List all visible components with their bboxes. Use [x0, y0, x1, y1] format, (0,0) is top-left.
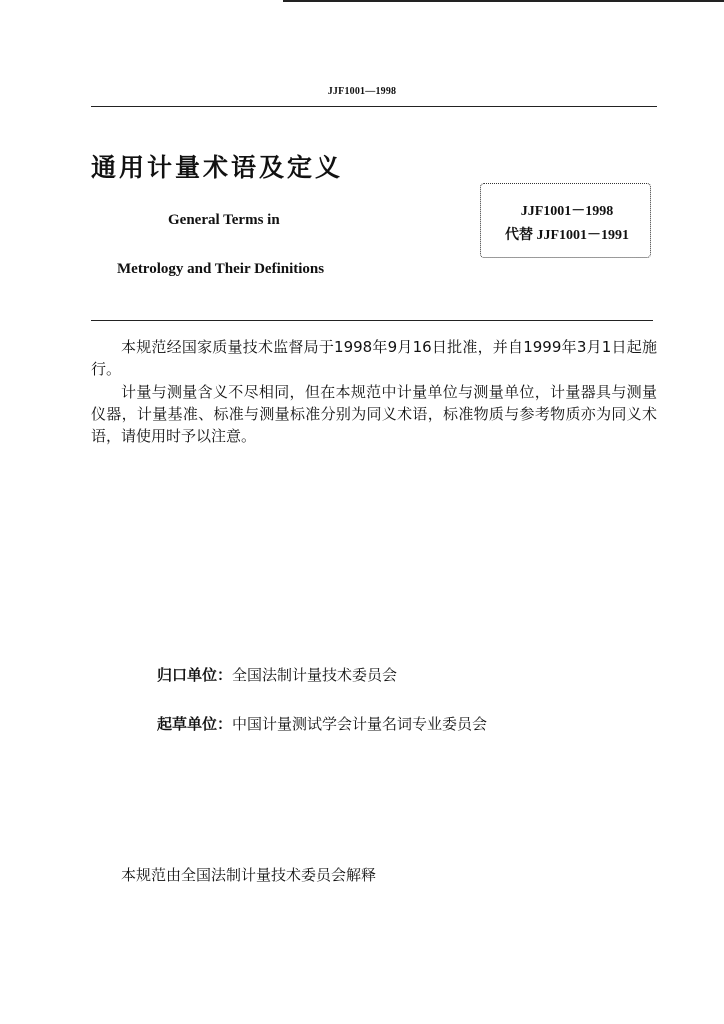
standard-code-box [480, 183, 651, 258]
responsible-unit-label: 归口单位： [157, 666, 233, 684]
approval-paragraph: 本规范经国家质量技术监督局于1998年9月16日批准，并自1999年3月1日起施行。 [91, 338, 657, 378]
title-rule [91, 320, 653, 321]
interpretation-note: 本规范由全国法制计量技术委员会解释 [121, 866, 377, 884]
standard-code: JJF1001－1998 [520, 204, 614, 219]
page-title-english-line1: General Terms in [168, 212, 280, 228]
page-title-chinese: 通用计量术语及定义 [91, 153, 344, 182]
drafting-unit [157, 713, 487, 734]
page-top-edge [283, 0, 724, 2]
header-rule [91, 106, 657, 107]
drafting-unit-value: 中国计量测试学会计量名词专业委员会 [232, 715, 488, 733]
replaced-standard-code: 代替 JJF1001－1991 [504, 228, 630, 243]
running-header-code: JJF1001—1998 [327, 86, 397, 97]
drafting-unit-label: 起草单位： [157, 715, 233, 733]
responsible-unit-value: 全国法制计量技术委员会 [232, 666, 398, 684]
responsible-unit [157, 664, 397, 685]
terminology-note-paragraph: 计量与测量含义不尽相同，但在本规范中计量单位与测量单位，计量器具与测量仪器，计量基准、标准与测量标准分别为同义术语，标准物质与参考物质亦为同义术语，请使用时予以注意。 [91, 383, 657, 445]
page-title-english-line2: Metrology and Their Definitions [117, 261, 325, 277]
